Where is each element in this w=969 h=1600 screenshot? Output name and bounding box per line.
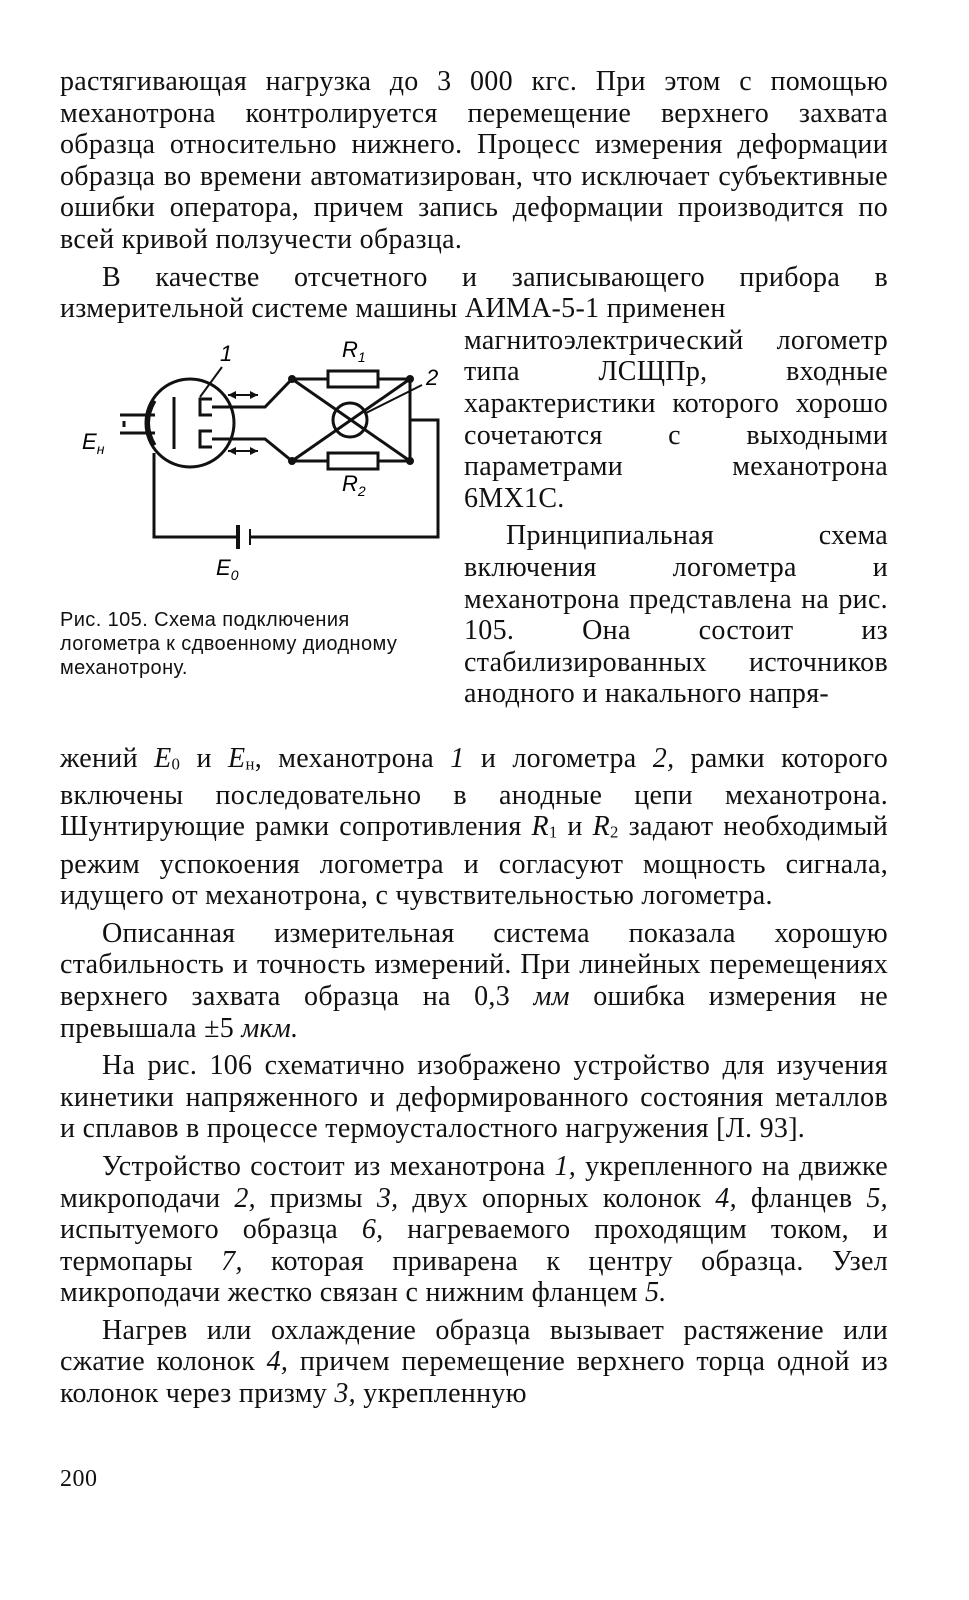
- figure-caption: Рис. 105. Схема подключения логометра к сдвоенному диодному механотрону.: [60, 608, 398, 679]
- paragraph-6: Устройство состоит из механотрона 1, укрепленного на движке микроподачи 2, призмы 3, двух опорных колонок 4, фланцев 5, испытуемого образца 6, нагреваемого проходящим током, и термопары 7, которая приварена к центру образца. Узел микроподачи жестко связан с нижним фланцем 5.: [60, 1150, 888, 1309]
- label-e0: $E_0$: [216, 554, 239, 583]
- figure-105: [60, 325, 452, 680]
- paragraph-3-rest: жений $E_0$ и $E_н$, механотрона 1 и логометра 2, рамки которого включены последовательно в анодные цепи механотрона. Шунтирующие рамки сопротивления $R_1$ и $R_2$ задают необходимый режим успокоения логометра и согласуют мощность сигнала, идущего от механотрона, с чувствительностью логометра.: [60, 742, 889, 912]
- label-r2: $R_2$: [342, 470, 366, 499]
- paragraph-7: Нагрев или охлаждение образца вызывает растяжение или сжатие колонок 4, причем перемещение верхнего торца одной из колонок через призму 3, укрепленную: [60, 1314, 888, 1410]
- paragraph-2-start: В качестве отсчетного и записывающего прибора в измерительной системе машины АИМА-5-1 применен: [60, 261, 888, 325]
- label-r1: $R_1$: [342, 336, 366, 365]
- circuit-diagram: [60, 325, 452, 585]
- figure-block: [60, 325, 888, 743]
- resistor-r2: [328, 453, 378, 469]
- paragraph-5: На рис. 106 схематично изображено устройство для изучения кинетики напряженного и деформированного состояния металлов и сплавов в процессе термоусталостного нагружения [Л. 93].: [60, 1050, 888, 1145]
- paragraph-1: растягивающая нагрузка до 3 000 кгс. При этом с помощью механотрона контролируется перемещение верхнего захвата образца относительно нижнего. Процесс измерения деформации образца во времени автоматизирован, что исключает субъективные ошибки оператора, причем запись деформации производится по всей кривой ползучести образца.: [60, 66, 888, 255]
- resistor-r1: [328, 371, 378, 387]
- page-number: 200: [60, 1466, 98, 1492]
- paragraph-3-side: Принципиальная схема включения логометра и механотрона представлена на рис. 105. Она состоит из стабилизированных источников анодного и накального напря-: [464, 520, 888, 710]
- paragraph-4: Описанная измерительная система показала хорошую стабильность и точность измерений. При линейных перемещениях верхнего захвата образца на 0,3 мм ошибка измерения не превышала ±5 мкм.: [60, 917, 888, 1044]
- paragraph-2-side: магнитоэлектрический логометр типа ЛСЩПр, входные характеристики которого хорошо сочетаются с выходными параметрами механотрона 6МХ1С.: [464, 324, 888, 514]
- mechanotron-tube: [146, 379, 234, 467]
- figure-side-text: [464, 325, 888, 710]
- label-mechanotron: 1: [220, 340, 233, 366]
- label-logometer: 2: [426, 364, 439, 390]
- page-content: [60, 66, 888, 1410]
- label-en: $E_н$: [82, 428, 105, 457]
